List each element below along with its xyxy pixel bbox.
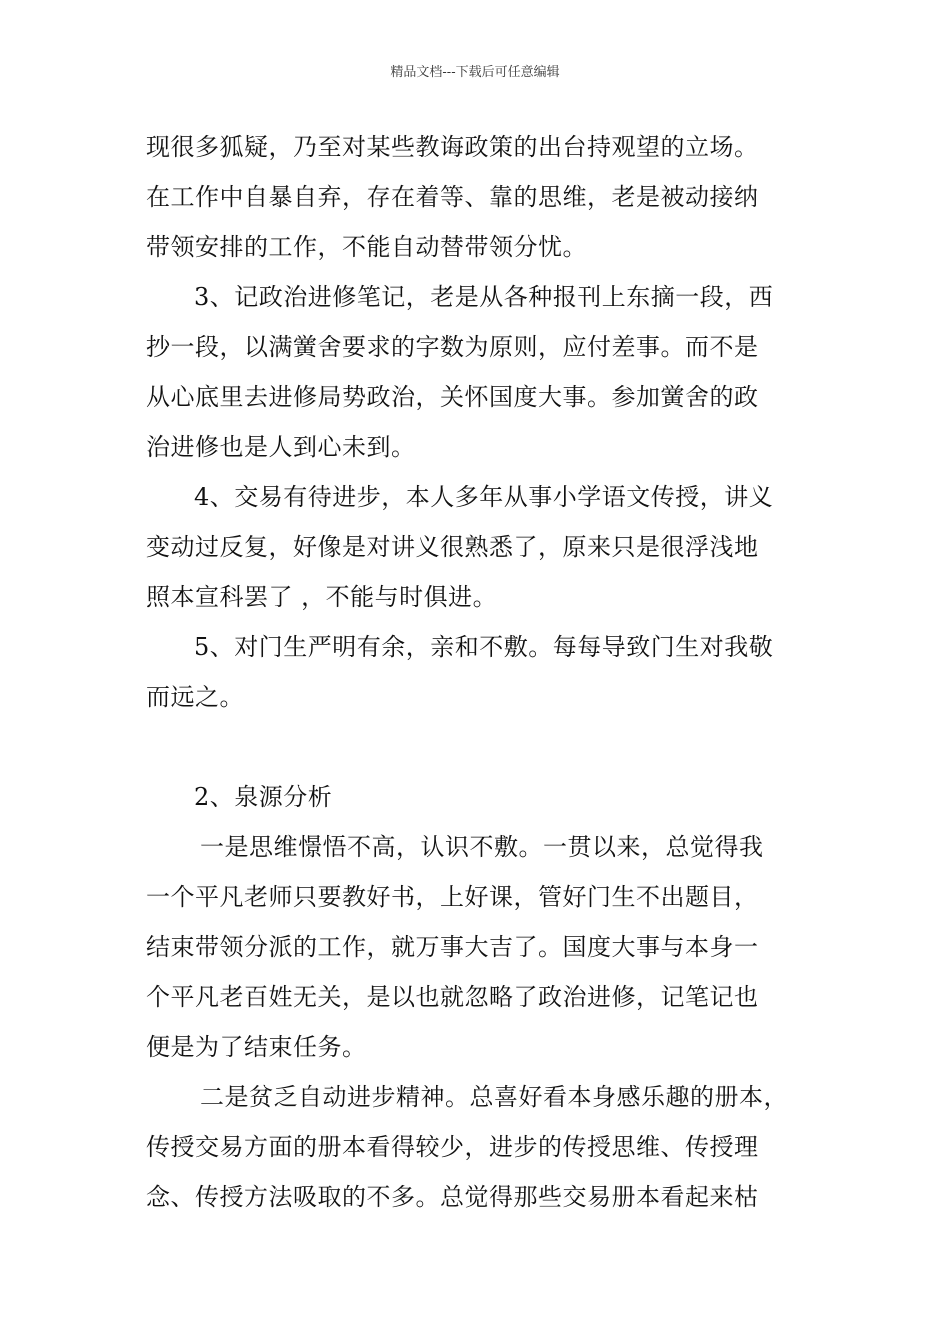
text-line: 结束带领分派的工作，就万事大吉了。国度大事与本身一 xyxy=(146,933,759,961)
text-line: 变动过反复，好像是对讲义很熟悉了，原来只是很浮浅地 xyxy=(146,533,759,561)
text-line: 而远之。 xyxy=(146,683,244,711)
text-line: 从心底里去进修局势政治，关怀国度大事。参加黉舍的政 xyxy=(146,383,759,411)
text-line: 4、交易有待进步，本人多年从事小学语文传授，讲义 xyxy=(194,483,774,511)
text-line: 便是为了结束任务。 xyxy=(146,1033,367,1061)
text-line: 带领安排的工作，不能自动替带领分忧。 xyxy=(146,233,587,261)
text-line: 现很多狐疑，乃至对某些教诲政策的出台持观望的立场。 xyxy=(146,133,759,161)
section-heading: 2、泉源分析 xyxy=(194,783,333,811)
text-line: 念、传授方法吸取的不多。总觉得那些交易册本看起来枯 xyxy=(146,1183,759,1211)
document-body xyxy=(146,122,811,1222)
text-line: 二是贫乏自动进步精神。总喜好看本身感乐趣的册本， xyxy=(200,1083,788,1111)
text-line: 一是思维憬悟不高，认识不敷。一贯以来，总觉得我 xyxy=(200,833,764,861)
text-line: 治进修也是人到心未到。 xyxy=(146,433,416,461)
text-line: 一个平凡老师只要教好书，上好课，管好门生不出题目， xyxy=(146,883,759,911)
text-line: 5、对门生严明有余，亲和不敷。每每导致门生对我敬 xyxy=(194,633,774,661)
text-line: 照本宣科罢了 ，不能与时俱进。 xyxy=(146,583,498,611)
text-line: 在工作中自暴自弃，存在着等、靠的思维，老是被动接纳 xyxy=(146,183,759,211)
blank-line xyxy=(146,722,811,772)
text-line: 个平凡老百姓无关，是以也就忽略了政治进修，记笔记也 xyxy=(146,983,759,1011)
page-header: 精品文档---下载后可任意编辑 xyxy=(390,65,560,80)
text-line: 传授交易方面的册本看得较少，进步的传授思维、传授理 xyxy=(146,1133,759,1161)
text-line: 3、记政治进修笔记，老是从各种报刊上东摘一段，西 xyxy=(194,283,774,311)
text-line: 抄一段，以满黉舍要求的字数为原则，应付差事。而不是 xyxy=(146,333,759,361)
